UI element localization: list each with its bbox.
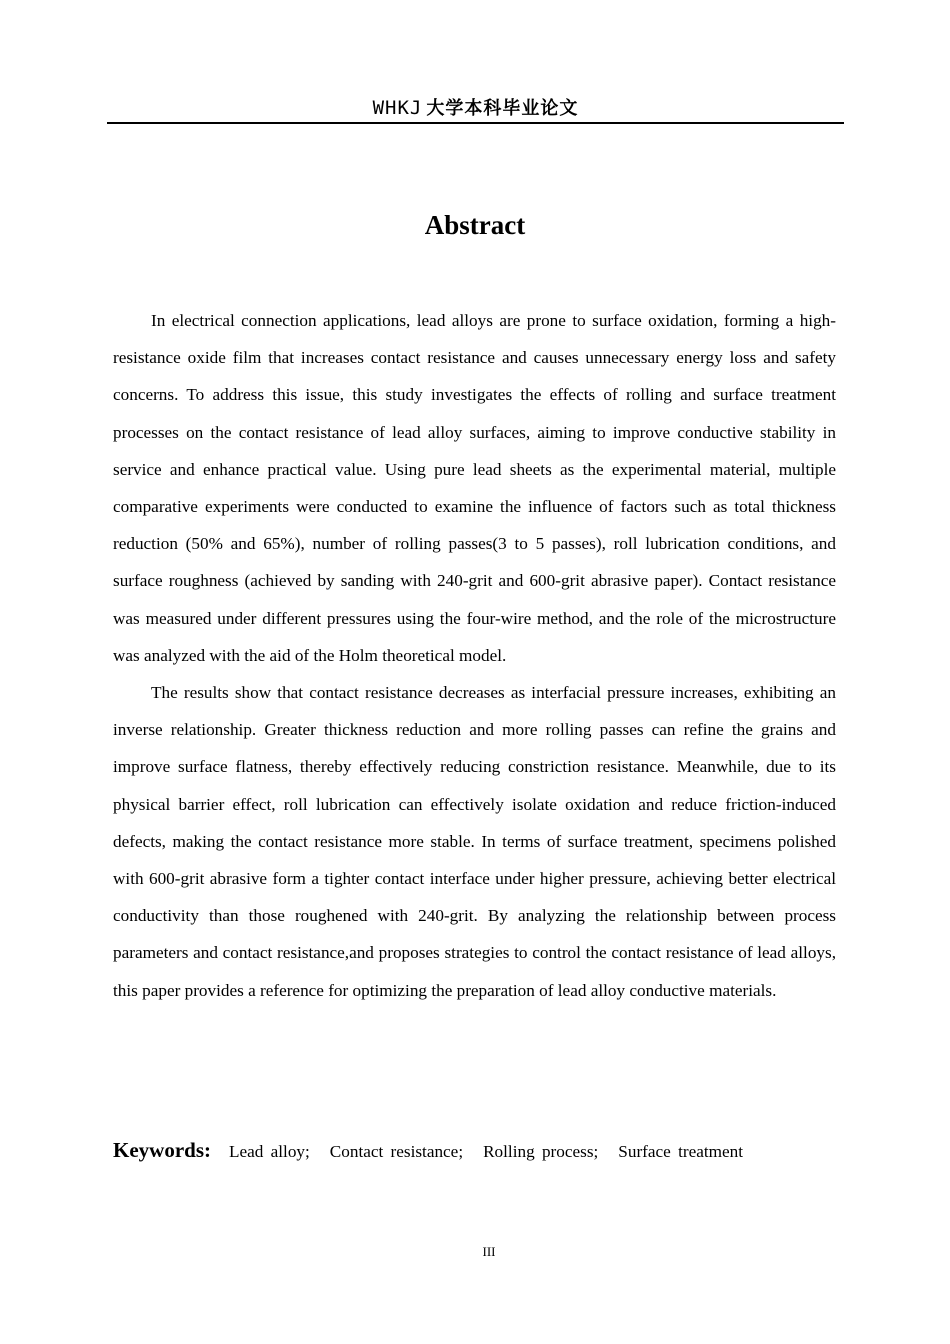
keywords-label: Keywords: <box>113 1138 211 1162</box>
abstract-title: Abstract <box>424 210 526 240</box>
keyword-item: Contact resistance; <box>329 1142 464 1161</box>
keywords-line <box>113 1132 836 1171</box>
page-number: III <box>482 1244 496 1259</box>
abstract-body <box>113 302 836 1009</box>
header-title: 大学本科毕业论文 <box>426 98 579 119</box>
keyword-item: Rolling process; <box>483 1142 599 1161</box>
keyword-item: Lead alloy; <box>229 1142 310 1161</box>
header-latin: WHKJ <box>372 97 423 119</box>
keyword-item: Surface treatment <box>618 1142 743 1161</box>
abstract-paragraph-2: The results show that contact resistance decreases as interfacial pressure increases, exhibiting an inverse relationship. Greater thickness reduction and more rolling passes can refine the grains and improve surface flatness, thereby effectively reducing constriction resistance. Meanwhile, due to its physical barrier effect, roll lubrication can effectively isolate oxidation and reduce friction-induced defects, making the contact resistance more stable. In terms of surface treatment, specimens polished with 600-grit abrasive form a tighter contact interface under higher pressure, achieving better electrical conductivity than those roughened with 240-grit. By analyzing the relationship between process parameters and contact resistance,and proposes strategies to control the contact resistance of lead alloys, this paper provides a reference for optimizing the preparation of lead alloy conductive materials. <box>113 683 836 1000</box>
running-header <box>107 94 844 124</box>
abstract-paragraph-1: In electrical connection applications, lead alloys are prone to surface oxidation, forming a high-resistance oxide film that increases contact resistance and causes unnecessary energy loss and safety concerns. To address this issue, this study investigates the effects of rolling and surface treatment processes on the contact resistance of lead alloy surfaces, aiming to improve conductive stability in service and enhance practical value. Using pure lead sheets as the experimental material, multiple comparative experiments were conducted to examine the influence of factors such as total thickness reduction (50% and 65%), number of rolling passes(3 to 5 passes), roll lubrication conditions, and surface roughness (achieved by sanding with 240-grit and 600-grit abrasive paper). Contact resistance was measured under different pressures using the four-wire method, and the role of the microstructure was analyzed with the aid of the Holm theoretical model. <box>113 311 836 665</box>
